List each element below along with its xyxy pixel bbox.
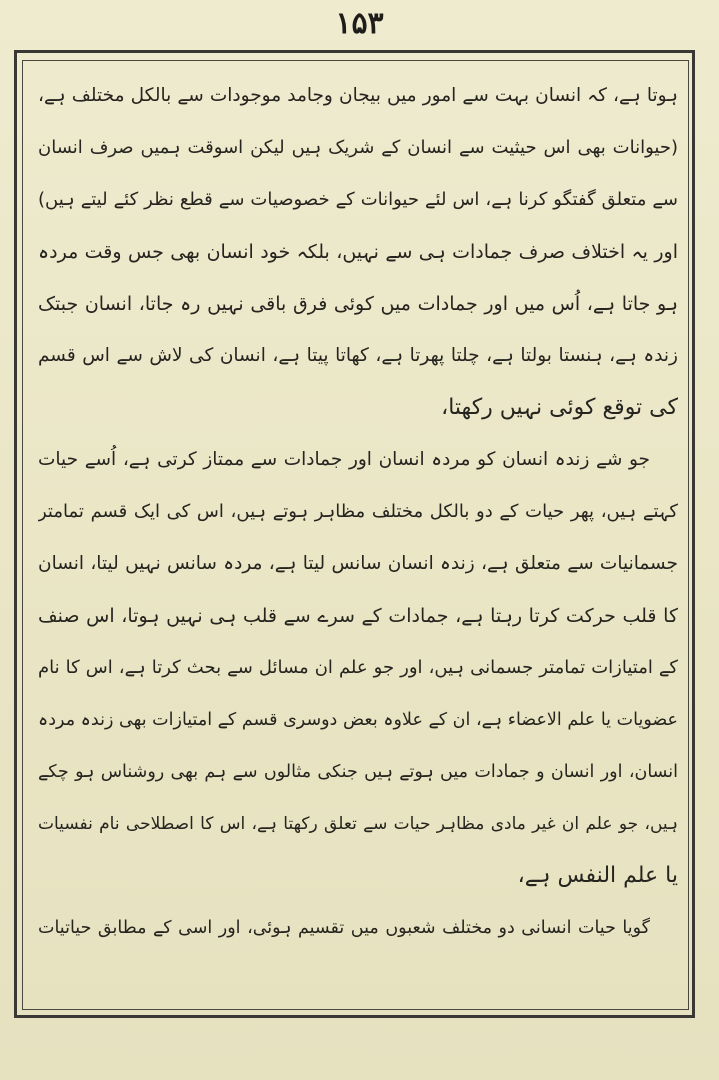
- text-line: جسمانیات سے متعلق ہے، زندہ انسان سانس لیتا ہے، مردہ سانس نہیں لیتا، انسان: [38, 553, 678, 574]
- text-line: عضویات یا علم الاعضاء ہے، ان کے علاوہ بعض دوسری قسم کے امتیازات بھی زندہ مردہ: [38, 710, 678, 730]
- text-line: زندہ ہے، ہنستا بولتا ہے، چلتا پھرتا ہے، کھاتا پیتا ہے، انسان کی لاش سے اس قسم: [38, 345, 678, 366]
- paragraph-start-line: جو شے زندہ انسان کو مردہ انسان اور جمادات سے ممتاز کرتی ہے، اُسے حیات: [38, 449, 650, 470]
- text-line: ہیں، جو علم ان غیر مادی مظاہر حیات سے تعلق رکھتا ہے، اس کا اصطلاحی نام نفسیات: [38, 814, 678, 834]
- text-line: سے متعلق گفتگو کرنا ہے، اس لئے حیوانات کے خصوصیات سے قطع نظر کئے لیتے ہیں): [38, 189, 678, 210]
- text-line: اور یہ اختلاف صرف جمادات ہی سے نہیں، بلکہ خود انسان بھی جس وقت مردہ: [38, 241, 678, 263]
- paragraph-start-line: گویا حیات انسانی دو مختلف شعبوں میں تقسیم ہوئی، اور اسی کے مطابق حیاتیات: [38, 918, 650, 938]
- page-number: ۱۵۳: [335, 6, 384, 41]
- text-line: انسان، اور انسان و جمادات میں ہوتے ہیں جنکی مثالوں سے ہم بھی روشناس ہو چکے: [38, 762, 678, 782]
- text-line: یا علم النفس ہے،: [517, 863, 678, 888]
- text-line: کا قلب حرکت کرتا رہتا ہے، جمادات کے سرے سے قلب ہی نہیں ہوتا، اس صنف: [38, 605, 678, 627]
- text-line: کی توقع کوئی نہیں رکھتا،: [441, 395, 678, 420]
- text-line: (حیوانات بھی اس حیثیت سے انسان کے شریک ہیں لیکن اسوقت ہمیں صرف انسان: [38, 137, 678, 158]
- text-line: ہو جاتا ہے، اُس میں اور جمادات میں کوئی فرق باقی نہیں رہ جاتا، انسان جبتک: [38, 293, 678, 315]
- text-line: کہتے ہیں، پھر حیات کے دو بالکل مختلف مظاہر ہوتے ہیں، اس کی ایک قسم تمامتر: [38, 501, 678, 522]
- text-line: کے امتیازات تمامتر جسمانی ہیں، اور جو علم ان مسائل سے بحث کرتا ہے، اس کا نام: [38, 657, 678, 678]
- body-text: [38, 70, 678, 970]
- text-line: ہوتا ہے، کہ انسان بہت سے امور میں بیجان وجامد موجودات سے بالکل مختلف ہے،: [38, 85, 678, 106]
